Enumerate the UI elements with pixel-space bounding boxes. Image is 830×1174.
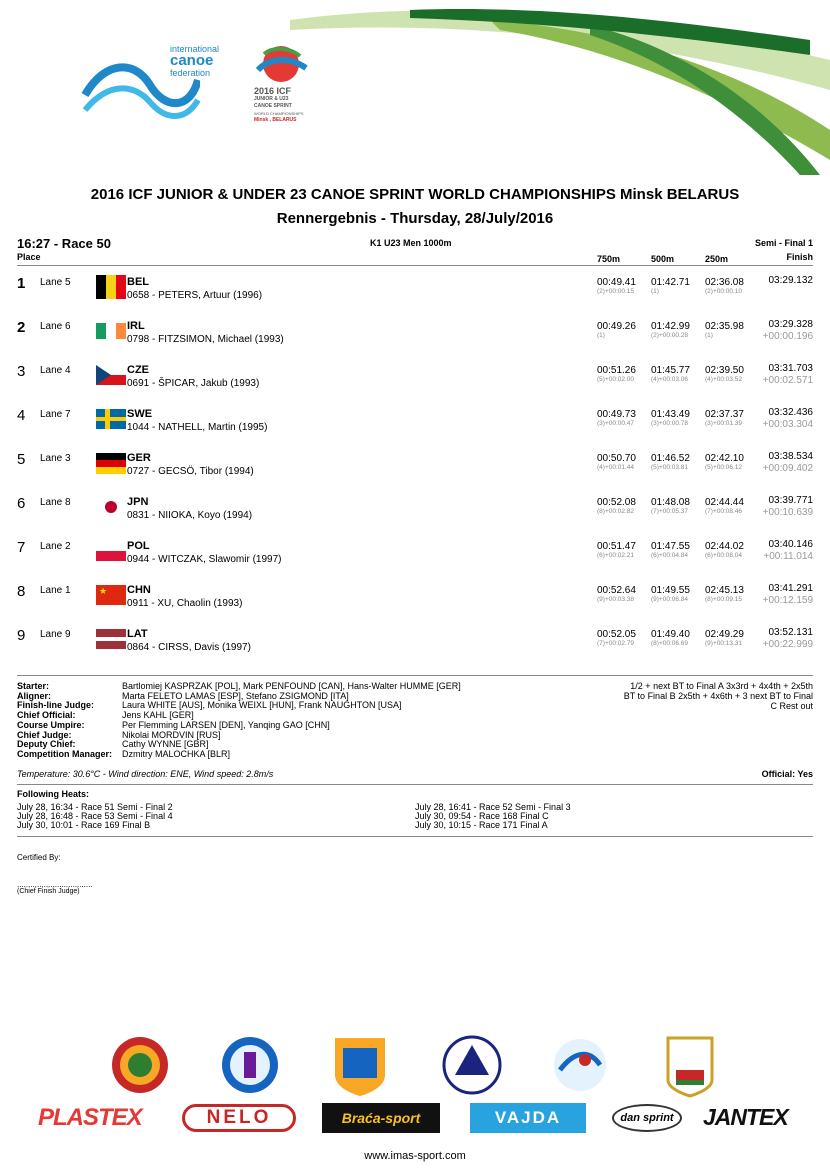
official-role: Competition Manager: xyxy=(17,748,113,759)
official-names: Per Flemming LARSEN [DEN], Yanqing GAO [CHN] xyxy=(122,719,330,730)
weather-divider xyxy=(17,784,813,785)
split-750: 00:52.64 xyxy=(597,585,636,596)
split-750-detail: (5)+00:02.00 xyxy=(597,376,635,383)
signature-role: (Chief Finish Judge) xyxy=(17,888,80,895)
official-names: Laura WHITE [AUS], Monika WEIXL [HUN], Frank NAUGHTON [USA] xyxy=(122,700,402,711)
result-lane: Lane 8 xyxy=(40,497,71,508)
footer-url[interactable]: www.imas-sport.com xyxy=(364,1150,466,1162)
result-place: 8 xyxy=(17,583,26,600)
finish-time: 03:38.534 xyxy=(768,451,813,462)
result-lane: Lane 7 xyxy=(40,409,71,420)
flag-icon xyxy=(96,495,126,519)
result-lane: Lane 5 xyxy=(40,277,71,288)
official-names: Jens KAHL [GER] xyxy=(122,710,194,721)
split-250-detail: (4)+00:03.52 xyxy=(705,376,743,383)
race-phase: Semi - Final 1 xyxy=(754,238,813,248)
flag-icon xyxy=(96,275,126,299)
sponsor-logo: PLASTEX xyxy=(38,1104,142,1131)
official-names: Nikolai MORDVIN [RUS] xyxy=(122,729,221,740)
finish-time: 03:52.131 xyxy=(768,627,813,638)
official-role: Aligner: xyxy=(17,690,52,701)
sponsor-logo: Braća-sport xyxy=(322,1103,440,1133)
finish-gap: +00:02.571 xyxy=(762,375,813,386)
sponsor-logo: VAJDA xyxy=(470,1103,586,1133)
result-lane: Lane 9 xyxy=(40,629,71,640)
result-place: 7 xyxy=(17,539,26,556)
split-250: 02:44.02 xyxy=(705,541,744,552)
official-role: Deputy Chief: xyxy=(17,739,76,750)
flag-icon xyxy=(96,451,126,475)
finish-gap: +00:03.304 xyxy=(762,419,813,430)
split-500-detail: (9)+00:06.84 xyxy=(651,596,689,603)
result-place: 5 xyxy=(17,451,26,468)
following-heat: July 30, 10:15 - Race 171 Final A xyxy=(415,820,548,830)
result-row xyxy=(0,363,830,407)
finish-time: 03:29.328 xyxy=(768,319,813,330)
split-250: 02:42.10 xyxy=(705,453,744,464)
result-nation: LAT xyxy=(127,628,148,640)
col-750-header: 750m xyxy=(597,254,621,264)
finish-gap: +00:00.196 xyxy=(762,331,813,342)
split-500: 01:42.71 xyxy=(651,277,690,288)
split-250-detail: (3)+00:01.39 xyxy=(705,420,743,427)
finish-gap: +00:09.402 xyxy=(762,463,813,474)
result-nation: SWE xyxy=(127,408,153,420)
following-heats-left xyxy=(17,803,173,830)
split-750: 00:49.73 xyxy=(597,409,636,420)
split-500-detail: (2)+00:00.28 xyxy=(651,332,689,339)
split-250: 02:39.50 xyxy=(705,365,744,376)
result-row xyxy=(0,275,830,319)
split-500: 01:43.49 xyxy=(651,409,690,420)
split-750-detail: (8)+00:02.82 xyxy=(597,508,635,515)
split-500-detail: (1) xyxy=(651,288,659,295)
split-500: 01:49.40 xyxy=(651,629,690,640)
result-row xyxy=(0,627,830,671)
split-750: 00:49.26 xyxy=(597,321,636,332)
certified-label: Certified By: xyxy=(17,853,61,862)
results-divider xyxy=(17,675,813,676)
result-place: 3 xyxy=(17,363,26,380)
split-250-detail: (8)+00:09.15 xyxy=(705,596,743,603)
event-logo-text: 2016 ICF xyxy=(254,86,292,96)
result-lane: Lane 3 xyxy=(40,453,71,464)
header-swoosh-graphic xyxy=(290,0,830,190)
split-250-detail: (2)+00:00.10 xyxy=(705,288,743,295)
result-row xyxy=(0,407,830,451)
split-750-detail: (2)+00:00.15 xyxy=(597,288,635,295)
result-athlete: 0798 - FITZSIMON, Michael (1993) xyxy=(127,334,284,345)
emblem-icon xyxy=(222,1037,278,1093)
col-250-header: 250m xyxy=(705,254,729,264)
split-250-detail: (7)+00:08.46 xyxy=(705,508,743,515)
result-row xyxy=(0,319,830,363)
col-finish-header: Finish xyxy=(786,252,813,262)
result-nation: POL xyxy=(127,540,150,552)
result-athlete: 0944 - WITCZAK, Slawomir (1997) xyxy=(127,554,282,565)
result-row xyxy=(0,583,830,627)
split-500-detail: (5)+00:03.81 xyxy=(651,464,689,471)
finish-time: 03:29.132 xyxy=(768,275,813,286)
header-divider xyxy=(17,265,813,266)
split-250-detail: (5)+00:06.12 xyxy=(705,464,743,471)
split-750: 00:52.05 xyxy=(597,629,636,640)
place-header: Place xyxy=(17,252,41,262)
result-nation: BEL xyxy=(127,276,149,288)
split-250-detail: (9)+00:13.31 xyxy=(705,640,743,647)
split-250: 02:36.08 xyxy=(705,277,744,288)
result-athlete: 0691 - ŠPICAR, Jakub (1993) xyxy=(127,378,260,389)
official-role: Chief Official: xyxy=(17,710,76,721)
split-750-detail: (7)+00:02.79 xyxy=(597,640,635,647)
race-time: 16:27 - Race 50 xyxy=(17,236,111,251)
progression-rules xyxy=(624,681,813,711)
result-athlete: 0864 - CIRSS, Davis (1997) xyxy=(127,642,251,653)
emblem-icon xyxy=(335,1038,385,1096)
split-750-detail: (4)+00:01.44 xyxy=(597,464,635,471)
icf-logo-text: international xyxy=(170,44,220,54)
event-logo-text: CANOE SPRINT xyxy=(254,103,292,109)
flag-icon xyxy=(96,539,126,563)
event-logo-text: JUNIOR & U23 xyxy=(254,96,289,102)
flag-icon xyxy=(96,627,126,651)
following-divider xyxy=(17,836,813,837)
flag-icon xyxy=(96,319,126,343)
finish-time: 03:39.771 xyxy=(768,495,813,506)
official-role: Course Umpire: xyxy=(17,719,85,730)
split-500-detail: (8)+00:06.69 xyxy=(651,640,689,647)
following-heat: July 30, 10:01 - Race 169 Final B xyxy=(17,820,151,830)
split-500: 01:49.55 xyxy=(651,585,690,596)
official-role: Finish-line Judge: xyxy=(17,700,95,711)
event-logo-text: WORLD CHAMPIONSHIPS xyxy=(254,111,304,116)
icf-logo-text: federation xyxy=(170,68,211,78)
result-row xyxy=(0,495,830,539)
split-750: 00:52.08 xyxy=(597,497,636,508)
split-750: 00:51.26 xyxy=(597,365,636,376)
emblem-icon xyxy=(444,1037,500,1093)
event-name: K1 U23 Men 1000m xyxy=(370,238,452,248)
official-names: Marta FELETO LAMAS [ESP], Stefano ZSIGMOND [ITA] xyxy=(122,690,349,701)
official-names: Cathy WYNNE [GBR] xyxy=(122,739,209,750)
split-750-detail: (9)+00:03.38 xyxy=(597,596,635,603)
split-750: 00:51.47 xyxy=(597,541,636,552)
progression-line: BT to Final B 2x5th + 4x6th + 3 next BT to Final xyxy=(623,691,813,701)
result-athlete: 0911 - XU, Chaolin (1993) xyxy=(127,598,243,609)
official-names: Bartlomiej KASPRZAK [POL], Mark PENFOUND [CAN], Hans-Walter HUMME [GER] xyxy=(122,681,461,691)
result-row xyxy=(0,451,830,495)
result-nation: IRL xyxy=(127,320,145,332)
following-heat: July 28, 16:34 - Race 51 Semi - Final 2 xyxy=(17,802,173,812)
result-place: 4 xyxy=(17,407,26,424)
following-heats-heading: Following Heats: xyxy=(17,789,89,799)
split-750-detail: (3)+00:00.47 xyxy=(597,420,635,427)
icf-logo-text: canoe xyxy=(170,52,214,69)
result-lane: Lane 2 xyxy=(40,541,71,552)
split-250: 02:45.13 xyxy=(705,585,744,596)
result-athlete: 0727 - GECSÖ, Tibor (1994) xyxy=(127,466,254,477)
result-nation: GER xyxy=(127,452,151,464)
event-logo xyxy=(250,42,312,128)
finish-time: 03:41.291 xyxy=(768,583,813,594)
svg-text:★: ★ xyxy=(99,586,108,596)
result-athlete: 1044 - NATHELL, Martin (1995) xyxy=(127,422,268,433)
finish-time: 03:31.703 xyxy=(768,363,813,374)
split-250: 02:35.98 xyxy=(705,321,744,332)
split-500: 01:48.08 xyxy=(651,497,690,508)
flag-icon xyxy=(96,407,126,431)
split-500: 01:46.52 xyxy=(651,453,690,464)
page-subtitle: Rennergebnis - Thursday, 28/July/2016 xyxy=(276,210,554,227)
split-250-detail: (1) xyxy=(705,332,713,339)
official-role: Chief Judge: xyxy=(17,729,72,740)
result-nation: JPN xyxy=(127,496,149,508)
result-lane: Lane 4 xyxy=(40,365,71,376)
finish-gap: +00:22.999 xyxy=(762,639,813,650)
sponsor-logo: NELO xyxy=(182,1104,296,1132)
official-status: Official: Yes xyxy=(761,769,813,779)
split-750: 00:50.70 xyxy=(597,453,636,464)
finish-gap: +00:12.159 xyxy=(762,595,813,606)
result-row xyxy=(0,539,830,583)
sponsor-logo: JANTEX xyxy=(703,1104,788,1130)
result-place: 1 xyxy=(17,275,26,292)
finish-time: 03:32.436 xyxy=(768,407,813,418)
event-logo-text: Minsk , BELARUS xyxy=(254,117,297,123)
page-title: 2016 ICF JUNIOR & UNDER 23 CANOE SPRINT WORLD CHAMPIONSHIPS Minsk BELARUS xyxy=(90,186,740,203)
official-role: Starter: xyxy=(17,681,50,691)
split-500: 01:47.55 xyxy=(651,541,690,552)
flag-icon xyxy=(96,363,126,387)
split-250-detail: (6)+00:08.04 xyxy=(705,552,743,559)
split-500: 01:45.77 xyxy=(651,365,690,376)
result-nation: CHN xyxy=(127,584,151,596)
split-500: 01:42.99 xyxy=(651,321,690,332)
result-place: 9 xyxy=(17,627,26,644)
following-heats-right xyxy=(415,803,571,830)
split-250: 02:44.44 xyxy=(705,497,744,508)
signature-line: .................................. xyxy=(17,880,93,889)
sponsor-logo: dan sprint xyxy=(612,1104,682,1132)
result-place: 2 xyxy=(17,319,26,336)
official-names: Dzmitry MALOCHKA [BLR] xyxy=(122,748,231,759)
following-heat: July 28, 16:48 - Race 53 Semi - Final 4 xyxy=(17,811,173,821)
progression-line: C Rest out xyxy=(770,701,813,711)
emblem-icon xyxy=(554,1039,606,1091)
result-place: 6 xyxy=(17,495,26,512)
icf-logo xyxy=(80,40,240,130)
split-500-detail: (3)+00:00.78 xyxy=(651,420,689,427)
split-250: 02:49.29 xyxy=(705,629,744,640)
progression-line: 1/2 + next BT to Final A 3x3rd + 4x4th + 2x5th xyxy=(630,681,813,691)
flag-icon xyxy=(96,583,126,607)
result-lane: Lane 6 xyxy=(40,321,71,332)
finish-gap: +00:10.639 xyxy=(762,507,813,518)
finish-gap: +00:11.014 xyxy=(763,551,813,562)
split-750-detail: (1) xyxy=(597,332,605,339)
result-nation: CZE xyxy=(127,364,149,376)
emblem-icon xyxy=(668,1038,712,1096)
emblem-icon xyxy=(112,1037,168,1093)
split-500-detail: (4)+00:03.06 xyxy=(651,376,689,383)
federation-emblems xyxy=(0,1030,830,1100)
split-500-detail: (7)+00:05.37 xyxy=(651,508,689,515)
col-500-header: 500m xyxy=(651,254,675,264)
result-athlete: 0831 - NIIOKA, Koyo (1994) xyxy=(127,510,253,521)
split-750-detail: (6)+00:02.21 xyxy=(597,552,635,559)
split-500-detail: (6)+00:04.84 xyxy=(651,552,689,559)
finish-time: 03:40.146 xyxy=(768,539,813,550)
result-athlete: 0658 - PETERS, Artuur (1996) xyxy=(127,290,263,301)
split-250: 02:37.37 xyxy=(705,409,744,420)
following-heat: July 30, 09:54 - Race 168 Final C xyxy=(415,811,549,821)
following-heat: July 28, 16:41 - Race 52 Semi - Final 3 xyxy=(415,802,571,812)
result-lane: Lane 1 xyxy=(40,585,71,596)
split-750: 00:49.41 xyxy=(597,277,636,288)
weather-info: Temperature: 30.6°C - Wind direction: ENE, Wind speed: 2.8m/s xyxy=(17,769,274,779)
